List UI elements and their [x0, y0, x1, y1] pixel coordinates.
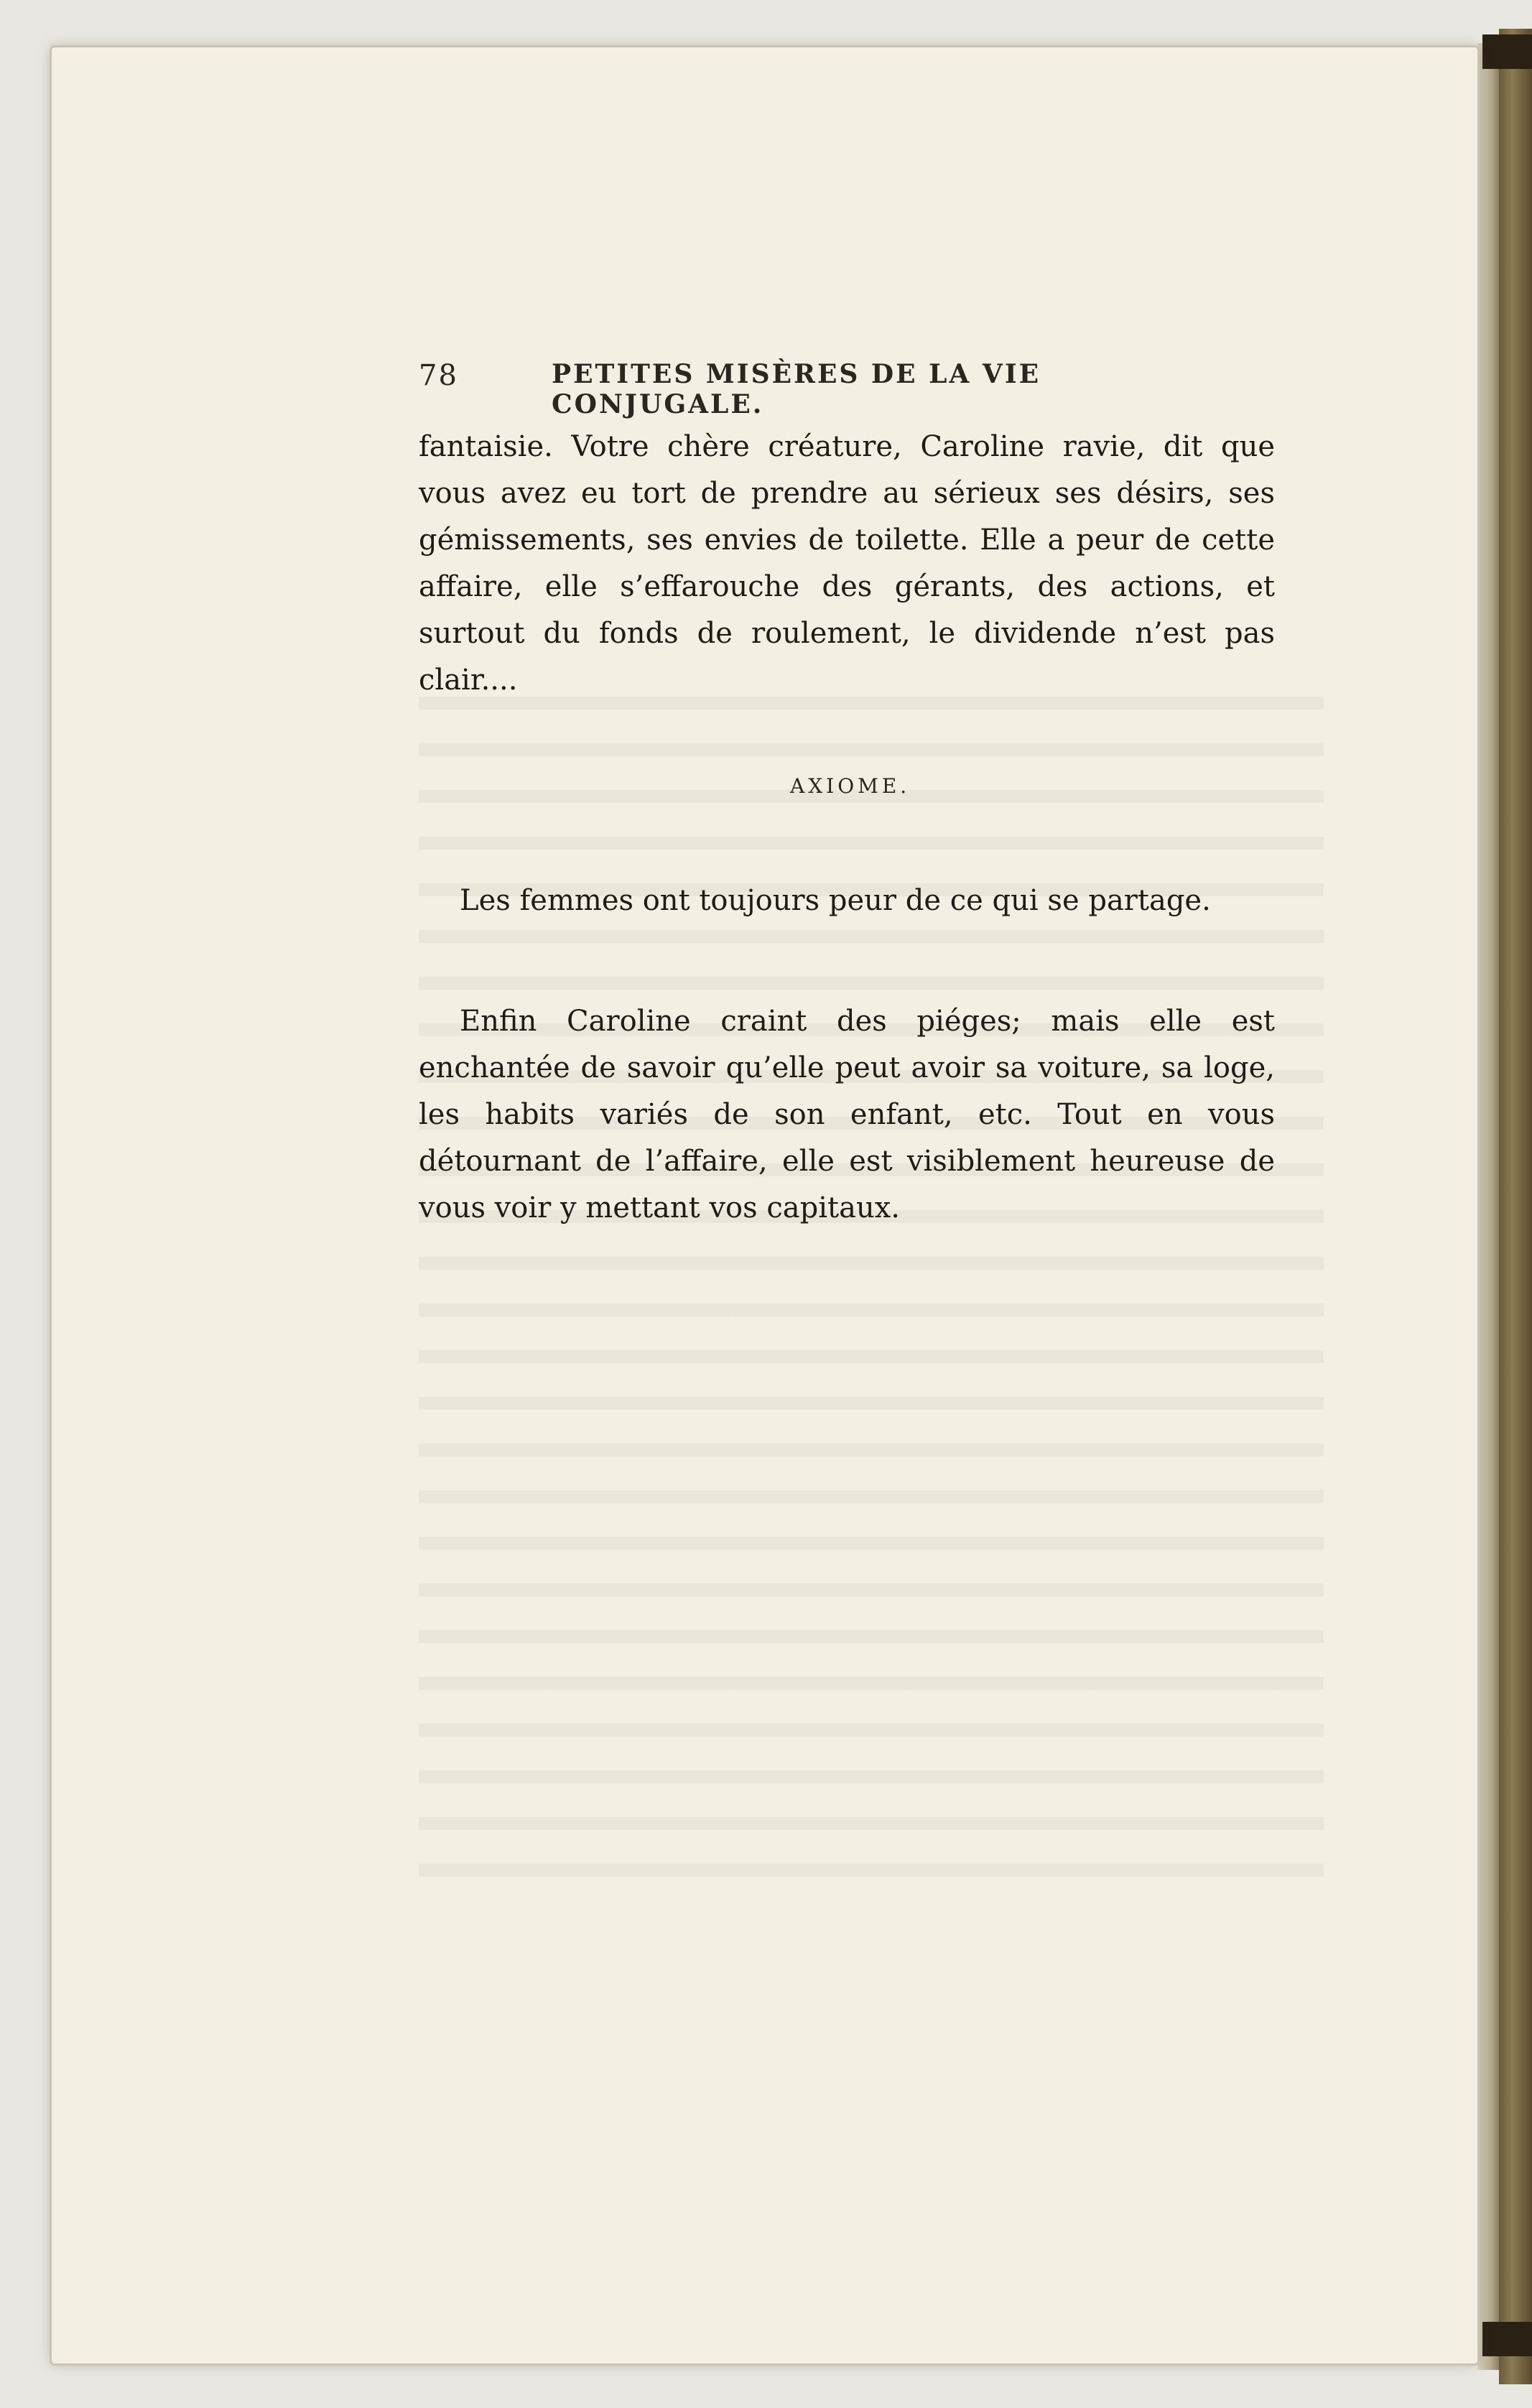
page-header: [419, 359, 1159, 419]
bleed-through-text: [419, 668, 1324, 1889]
book-spine-edge: [1499, 29, 1532, 2384]
running-head: PETITES MISÈRES DE LA VIE CONJUGALE.: [552, 359, 1041, 419]
paragraph-1: fantaisie. Votre chère créature, Caroline ravie, dit que vous avez eu tort de prendre au sérieux ses désirs, ses gémissements, ses envies de toilette. Elle a peur de cette affaire, elle s’effarouche des gérants, des actions, et surtout du fonds de roulement, le dividende n’est pas clair....: [419, 430, 1275, 697]
spine-cap-bottom: [1482, 2322, 1532, 2356]
book-page-edge: [1477, 43, 1499, 2370]
axiom-text: Les femmes ont toujours peur de ce qui se partage.: [460, 884, 1211, 917]
axiom-title: AXIOME.: [790, 774, 911, 798]
paragraph-3: Enfin Caroline craint des piéges; mais elle est enchantée de savoir qu’elle peut avoir sa voiture, sa loge, les habits variés de son enfant, etc. Tout en vous détournant de l’affaire, elle est visiblement heureuse de vous voir y mettant vos capitaux.: [419, 1005, 1275, 1224]
spine-cap-top: [1482, 34, 1532, 69]
page-number: 78: [419, 359, 458, 392]
